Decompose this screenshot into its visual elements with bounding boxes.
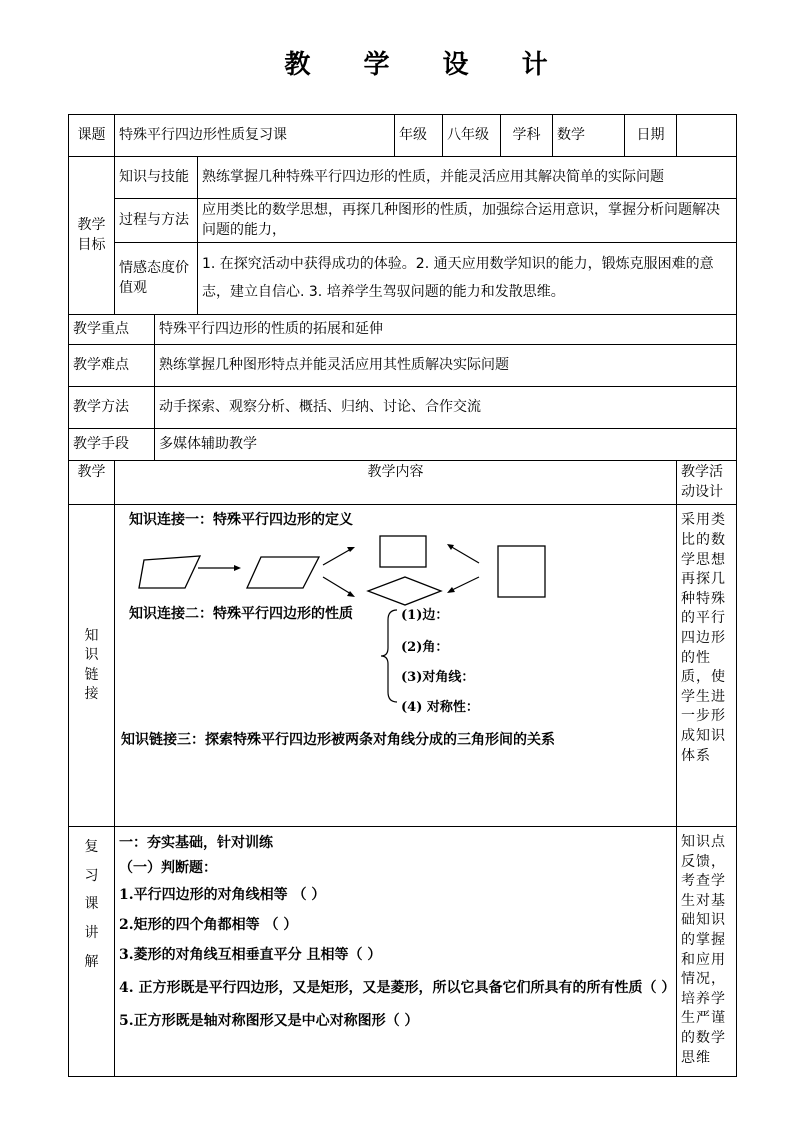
section-content xyxy=(115,505,677,827)
goal-label: 过程与方法 xyxy=(115,199,198,243)
goal-text: 应用类比的数学思想，再探几种图形的性质，加强综合运用意识，掌握分析问题解决问题的能力， xyxy=(198,199,737,243)
question-item: 4. 正方形既是平行四边形，又是矩形，又是菱形，所以它具备它们所具有的所有性质（ ） xyxy=(119,980,676,997)
goal-row-knowledge xyxy=(69,157,737,199)
info-row-key-point xyxy=(69,315,737,345)
topic-label: 课题 xyxy=(69,115,115,157)
info-row-means xyxy=(69,429,737,461)
arrow-head xyxy=(447,544,454,550)
review-subheading: （一）判断题： xyxy=(119,860,217,877)
section-content xyxy=(115,827,677,1077)
knowledge-link-2: 知识连接二：特殊平行四边形的性质 xyxy=(129,606,353,623)
knowledge-link-1: 知识连接一：特殊平行四边形的定义 xyxy=(129,512,353,529)
goal-text: 1. 在探究活动中获得成功的体验。2. 通天应用数学知识的能力，锻炼克服困难的意志，建立自信心. 3. 培养学生驾驭问题的能力和发散思维。 xyxy=(198,243,737,315)
header-row xyxy=(69,115,737,157)
question-item: 5.正方形既是轴对称图形又是中心对称图形（ ） xyxy=(119,1013,419,1030)
shape-diagram xyxy=(115,533,625,613)
goal-label: 情感态度价值观 xyxy=(115,243,198,315)
review-heading: 一：夯实基础，针对训练 xyxy=(119,835,273,852)
section-knowledge-link xyxy=(69,505,737,827)
section-review xyxy=(69,827,737,1077)
question-item: 2.矩形的四个角都相等 （ ） xyxy=(119,917,298,934)
question-item: 3.菱形的对角线互相垂直平分 且相等（ ） xyxy=(119,947,382,964)
arrow-line xyxy=(450,577,479,591)
topic-value: 特殊平行四边形性质复习课 xyxy=(115,115,395,157)
subject-label: 学科 xyxy=(501,115,553,157)
info-text: 特殊平行四边形的性质的拓展和延伸 xyxy=(155,315,737,345)
question-item: 1.平行四边形的对角线相等 （ ） xyxy=(119,887,326,904)
activity-design: 采用类比的数学思想再探几种特殊的平行四边形的性质，使学生进一步形成知识体系 xyxy=(677,505,737,827)
property-edge: (1)边： xyxy=(401,608,449,624)
square-shape xyxy=(498,546,545,597)
goal-row-process xyxy=(69,199,737,243)
col-activity-header: 教学活动设计 xyxy=(677,461,737,505)
info-text: 多媒体辅助教学 xyxy=(155,429,737,461)
info-label: 教学手段 xyxy=(69,429,155,461)
property-angle: (2)角： xyxy=(401,640,449,656)
step-label: 知识链接 xyxy=(69,505,115,827)
arrow-head xyxy=(234,565,241,571)
info-label: 教学难点 xyxy=(69,345,155,387)
col-steps-header: 教学 xyxy=(69,461,115,505)
arrow-line xyxy=(323,577,351,594)
grade-label: 年级 xyxy=(395,115,443,157)
property-symmetry: (4) 对称性： xyxy=(401,700,479,716)
column-header-row xyxy=(69,461,737,505)
brace-icon xyxy=(379,608,401,704)
knowledge-link-3: 知识链接三：探索特殊平行四边形被两条对角线分成的三角形间的关系 xyxy=(121,732,555,749)
date-value xyxy=(677,115,737,157)
page-title: 教 学 设 计 xyxy=(284,50,570,80)
activity-design: 知识点反馈，考查学生对基础知识的掌握和应用情况，培养学生严谨的数学思维 xyxy=(677,827,737,1077)
info-label: 教学重点 xyxy=(69,315,155,345)
info-row-method xyxy=(69,387,737,429)
info-label: 教学方法 xyxy=(69,387,155,429)
info-text: 动手探索、观察分析、概括、归纳、讨论、合作交流 xyxy=(155,387,737,429)
col-content-header: 教学内容 xyxy=(115,461,677,505)
lesson-plan-table xyxy=(68,114,737,1077)
goals-label: 教学目标 xyxy=(69,157,115,315)
info-text: 熟练掌握几种图形特点并能灵活应用其性质解决实际问题 xyxy=(155,345,737,387)
arrow-line xyxy=(323,549,351,565)
arrow-head xyxy=(447,587,455,593)
goal-label: 知识与技能 xyxy=(115,157,198,199)
parallelogram-shape xyxy=(247,557,319,588)
step-label: 复习课讲解 xyxy=(69,827,115,1077)
rectangle-shape xyxy=(380,536,426,567)
quadrilateral-shape xyxy=(139,556,200,588)
date-label: 日期 xyxy=(625,115,677,157)
rhombus-shape xyxy=(368,577,441,605)
grade-value: 八年级 xyxy=(443,115,501,157)
subject-value: 数学 xyxy=(553,115,625,157)
info-row-difficulty xyxy=(69,345,737,387)
arrow-line xyxy=(450,546,479,563)
goal-text: 熟练掌握几种特殊平行四边形的性质，并能灵活应用其解决简单的实际问题 xyxy=(198,157,737,199)
goal-row-attitude xyxy=(69,243,737,315)
property-diagonal: (3)对角线： xyxy=(401,670,475,686)
